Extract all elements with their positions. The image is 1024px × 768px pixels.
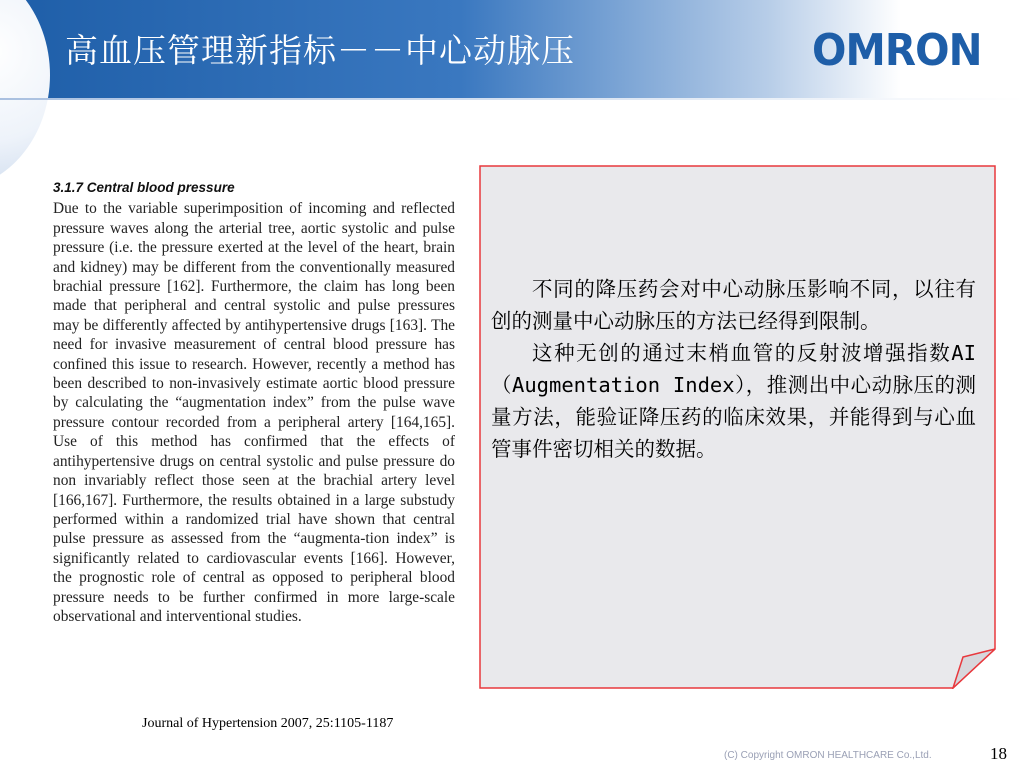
callout-text (491, 273, 976, 465)
callout-paragraph-1: 不同的降压药会对中心动脉压影响不同，以往有创的测量中心动脉压的方法已经得到限制。 (491, 277, 976, 333)
page-number: 18 (990, 744, 1007, 763)
slide-title: 高血压管理新指标－－中心动脉压 (65, 31, 575, 70)
copyright-notice: (C) Copyright OMRON HEALTHCARE Co.,Ltd. (724, 750, 932, 761)
callout-box (479, 165, 996, 689)
callout-paragraph-2: 这种无创的通过末梢血管的反射波增强指数AI（Augmentation Index），推测出中心动脉压的测量方法，能验证降压药的临床效果，并能得到与心血管事件密切相关的数据。 (491, 341, 976, 461)
excerpt-body: Due to the variable superimposition of incoming and reflected pressure waves along the arterial tree, aortic systolic and pulse pressure (i.e. the pressure exerted at the level of the heart, brain and kidney) may be different from the conventionally measured brachial pressure [162]. Furthermore, the claim has long been made that peripheral and central systolic and pulse pressures may be differently affected by antihypertensive drugs [163]. The need for invasive measurement of central blood pressure has confined this issue to research. However, recently a method has been described to non-invasively estimate aortic blood pressure by calculating the “augmentation index” from the pulse wave pressure contour recorded from a peripheral artery [164,165]. Use of this method has confirmed that the effects of antihypertensive drugs on central systolic and pulse pressure do non invariably reflect those seen at the brachial artery level [166,167]. Furthermore, the results obtained in a large substudy performed within a randomized trial have shown that central pulse pressure as assessed from the “augmenta-tion index” is significantly related to cardiovascular events [166]. However, the prognostic role of central as opposed to peripheral blood pressure needs to be further confirmed in more large-scale observational and interventional studies. (53, 200, 455, 625)
journal-citation: Journal of Hypertension 2007, 25:1105-1187 (142, 716, 394, 731)
header-banner (0, 0, 1024, 100)
omron-logo: OMRON (812, 25, 982, 76)
section-title: Central blood pressure (86, 180, 235, 195)
header-arc-decoration (0, 0, 50, 190)
section-number: 3.1.7 (53, 180, 84, 195)
journal-excerpt (53, 178, 455, 626)
excerpt-heading (53, 178, 455, 197)
header-divider (0, 98, 1024, 100)
